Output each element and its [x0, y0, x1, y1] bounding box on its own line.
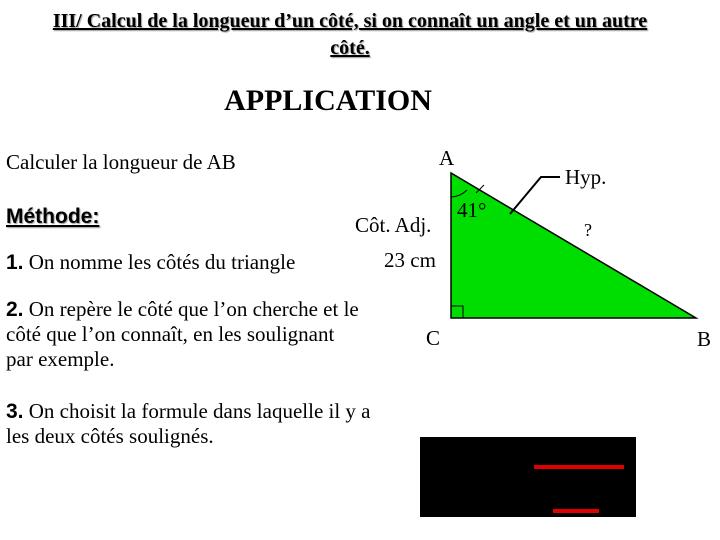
step-1-number: 1. [6, 251, 24, 274]
hypotenuse-label: Hyp. [565, 165, 607, 189]
step-3-number: 3. [6, 400, 24, 423]
step-2-text: On repère le côté que l’on cherche et le côté que l’on connaît, en les soulignant par exemple. [6, 297, 359, 371]
hyp-pointer-line [510, 177, 560, 214]
angle-value: 41° [457, 198, 487, 222]
step-1-text: On nomme les côtés du triangle [23, 250, 296, 274]
unknown-side-mark: ? [584, 220, 592, 240]
section-title: III/ Calcul de la longueur d’un côté, si on connaît un angle et un autre côté. [52, 10, 648, 59]
right-triangle [451, 173, 696, 318]
methode-label: Méthode: [6, 205, 100, 228]
underline-mark-bottom [553, 509, 599, 513]
step-2-number: 2. [6, 298, 24, 321]
application-heading: APPLICATION [224, 84, 432, 117]
question-text: Calculer la longueur de AB [6, 150, 236, 174]
adjacent-side-length: 23 cm [384, 248, 436, 272]
step-3-text: On choisit la formule dans laquelle il y a les deux côtés soulignés. [6, 399, 371, 448]
answer-box [420, 437, 636, 517]
underline-mark-top [534, 465, 624, 469]
vertex-c-label: C [426, 326, 441, 350]
vertex-a-label: A [439, 146, 455, 170]
adjacent-side-label: Côt. Adj. [355, 213, 432, 237]
vertex-b-label: B [697, 327, 712, 351]
